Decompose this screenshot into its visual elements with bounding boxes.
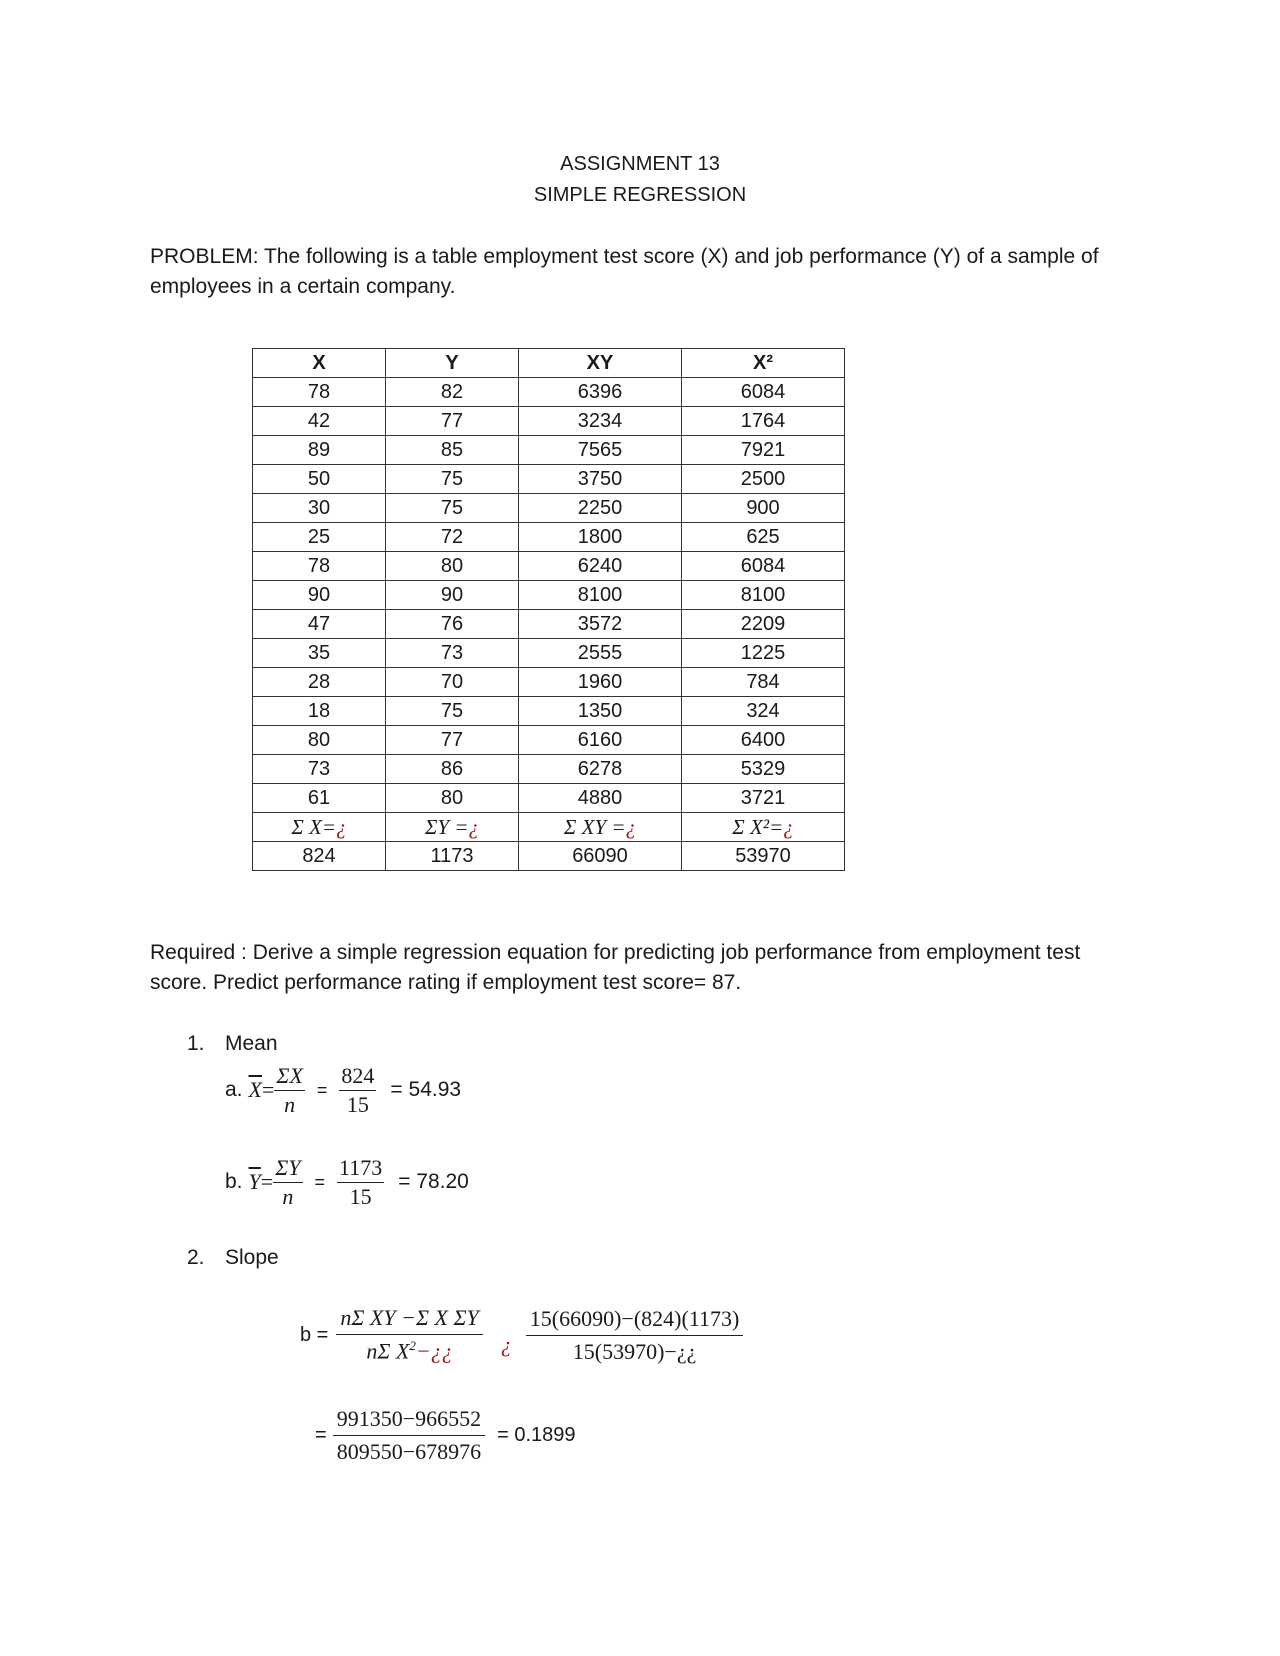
cell-xy: 4880 bbox=[519, 784, 682, 813]
equals-sign: = bbox=[316, 1079, 328, 1100]
sum-label-row bbox=[253, 813, 845, 842]
mean-x-equation bbox=[225, 1058, 461, 1122]
mean-y-values: $\frac{1173}{15}$ bbox=[339, 1154, 383, 1209]
cell-xy: 1960 bbox=[519, 668, 682, 697]
cell-x-squared: 3721 bbox=[682, 784, 845, 813]
cell-x: 35 bbox=[253, 639, 386, 668]
slope-calc-fraction: $\frac{991350-966552}{809550-678976}$ bbox=[333, 1406, 485, 1465]
cell-xy: 8100 bbox=[519, 581, 682, 610]
sum-value-row bbox=[253, 842, 845, 871]
mean-x-formula: $\frac{\Sigma X}{n}$ bbox=[276, 1062, 303, 1117]
document-subtitle: SIMPLE REGRESSION bbox=[533, 184, 747, 206]
slope-formula-fraction: $\frac{\text{nΣ XY −Σ X ΣY}}{n\Sigma X^2-¿¿}$ bbox=[336, 1305, 482, 1364]
required-statement: Required : Derive a simple regression equation for predicting job performance from employment test score. Predict performance rating if employment test score= 87. bbox=[150, 941, 1081, 994]
table-row bbox=[253, 755, 845, 784]
cell-x: 73 bbox=[253, 755, 386, 784]
cell-x: 28 bbox=[253, 668, 386, 697]
cell-y: 85 bbox=[386, 436, 519, 465]
sum-y: 1173 bbox=[386, 842, 519, 871]
cell-x: 47 bbox=[253, 610, 386, 639]
header-x-squared: X² bbox=[682, 349, 845, 378]
slope-result: = 0.1899 bbox=[497, 1423, 576, 1446]
cell-x-squared: 2500 bbox=[682, 465, 845, 494]
slope-calculation bbox=[315, 1400, 576, 1470]
cell-x: 80 bbox=[253, 726, 386, 755]
step-number-slope: 2. bbox=[187, 1246, 205, 1269]
table-row bbox=[253, 639, 845, 668]
cell-y: 82 bbox=[386, 378, 519, 407]
cell-x: 25 bbox=[253, 523, 386, 552]
cell-x: 78 bbox=[253, 378, 386, 407]
cell-xy: 7565 bbox=[519, 436, 682, 465]
table-row bbox=[253, 523, 845, 552]
cell-xy: 3750 bbox=[519, 465, 682, 494]
table-body bbox=[253, 378, 845, 813]
table-row bbox=[253, 407, 845, 436]
cell-x-squared: 1225 bbox=[682, 639, 845, 668]
cell-xy: 1350 bbox=[519, 697, 682, 726]
cell-x-squared: 625 bbox=[682, 523, 845, 552]
cell-x: 90 bbox=[253, 581, 386, 610]
cell-y: 75 bbox=[386, 494, 519, 523]
slope-substitution-fraction: $\frac{15(66090)-(824)(1173)}{15(53970)-¿¿}$ bbox=[526, 1306, 744, 1365]
table-row bbox=[253, 581, 845, 610]
mean-x-symbol: $\overline{X}$ bbox=[248, 1077, 262, 1102]
cell-y: 80 bbox=[386, 552, 519, 581]
cell-x-squared: 1764 bbox=[682, 407, 845, 436]
table-row bbox=[253, 610, 845, 639]
sum-x: 824 bbox=[253, 842, 386, 871]
cell-x-squared: 2209 bbox=[682, 610, 845, 639]
cell-y: 72 bbox=[386, 523, 519, 552]
cell-y: 75 bbox=[386, 697, 519, 726]
mean-x-values: $\frac{824}{15}$ bbox=[341, 1062, 375, 1117]
cell-x-squared: 6084 bbox=[682, 378, 845, 407]
equals-sign: = bbox=[260, 1169, 274, 1194]
cell-xy: 6278 bbox=[519, 755, 682, 784]
cell-x-squared: 900 bbox=[682, 494, 845, 523]
step-label-mean: Mean bbox=[225, 1032, 278, 1055]
cell-y: 77 bbox=[386, 726, 519, 755]
table-row bbox=[253, 552, 845, 581]
equals-sign: = bbox=[261, 1077, 275, 1102]
cell-y: 73 bbox=[386, 639, 519, 668]
table-row bbox=[253, 668, 845, 697]
cell-x-squared: 7921 bbox=[682, 436, 845, 465]
cell-xy: 3234 bbox=[519, 407, 682, 436]
cell-y: 76 bbox=[386, 610, 519, 639]
sum-label-x-squared: Σ X²=¿ bbox=[682, 813, 845, 842]
cell-xy: 3572 bbox=[519, 610, 682, 639]
equals-sign: = bbox=[315, 1423, 327, 1446]
data-table bbox=[252, 348, 845, 871]
cell-xy: 2250 bbox=[519, 494, 682, 523]
cell-x: 78 bbox=[253, 552, 386, 581]
header-xy: XY bbox=[519, 349, 682, 378]
cell-x-squared: 5329 bbox=[682, 755, 845, 784]
cell-x-squared: 6400 bbox=[682, 726, 845, 755]
cell-xy: 6396 bbox=[519, 378, 682, 407]
table-row bbox=[253, 726, 845, 755]
equals-sign: = bbox=[314, 1171, 326, 1192]
cell-y: 77 bbox=[386, 407, 519, 436]
sum-x-squared: 53970 bbox=[682, 842, 845, 871]
cell-x-squared: 324 bbox=[682, 697, 845, 726]
slope-b-equals: b = bbox=[300, 1323, 329, 1346]
cell-x-squared: 6084 bbox=[682, 552, 845, 581]
cell-x-squared: 784 bbox=[682, 668, 845, 697]
item-label-b: b. bbox=[225, 1170, 243, 1193]
mean-y-formula: $\frac{\Sigma Y}{n}$ bbox=[275, 1154, 301, 1209]
cell-x: 42 bbox=[253, 407, 386, 436]
step-label-slope: Slope bbox=[225, 1246, 279, 1269]
cell-xy: 6160 bbox=[519, 726, 682, 755]
table-row bbox=[253, 494, 845, 523]
cell-xy: 1800 bbox=[519, 523, 682, 552]
slope-marker: ¿ bbox=[500, 1332, 512, 1357]
cell-x: 30 bbox=[253, 494, 386, 523]
cell-x: 18 bbox=[253, 697, 386, 726]
mean-y-equation bbox=[225, 1150, 469, 1214]
header-y: Y bbox=[386, 349, 519, 378]
header-x: X bbox=[253, 349, 386, 378]
table-row bbox=[253, 784, 845, 813]
cell-x: 89 bbox=[253, 436, 386, 465]
slope-formula bbox=[300, 1300, 743, 1370]
mean-y-result: = 78.20 bbox=[398, 1170, 469, 1193]
sum-label-y: ΣY =¿ bbox=[386, 813, 519, 842]
table-header-row bbox=[253, 349, 845, 378]
mean-y-symbol: $\overline{Y}$ bbox=[248, 1169, 261, 1194]
sum-label-x: Σ X=¿ bbox=[253, 813, 386, 842]
sum-label-xy: Σ XY =¿ bbox=[519, 813, 682, 842]
cell-x: 61 bbox=[253, 784, 386, 813]
cell-xy: 6240 bbox=[519, 552, 682, 581]
item-label-a: a. bbox=[225, 1078, 243, 1101]
cell-x-squared: 8100 bbox=[682, 581, 845, 610]
step-number-mean: 1. bbox=[187, 1032, 205, 1055]
sum-xy: 66090 bbox=[519, 842, 682, 871]
table-row bbox=[253, 378, 845, 407]
cell-xy: 2555 bbox=[519, 639, 682, 668]
table-row bbox=[253, 697, 845, 726]
cell-x: 50 bbox=[253, 465, 386, 494]
cell-y: 70 bbox=[386, 668, 519, 697]
table-row bbox=[253, 465, 845, 494]
mean-x-result: = 54.93 bbox=[390, 1078, 462, 1101]
document-title: ASSIGNMENT 13 bbox=[560, 153, 720, 175]
cell-y: 80 bbox=[386, 784, 519, 813]
cell-y: 90 bbox=[386, 581, 519, 610]
table-row bbox=[253, 436, 845, 465]
cell-y: 86 bbox=[386, 755, 519, 784]
cell-y: 75 bbox=[386, 465, 519, 494]
problem-statement: PROBLEM: The following is a table employment test score (X) and job performance (Y) of a sample of employees in a certain company. bbox=[150, 245, 1099, 298]
